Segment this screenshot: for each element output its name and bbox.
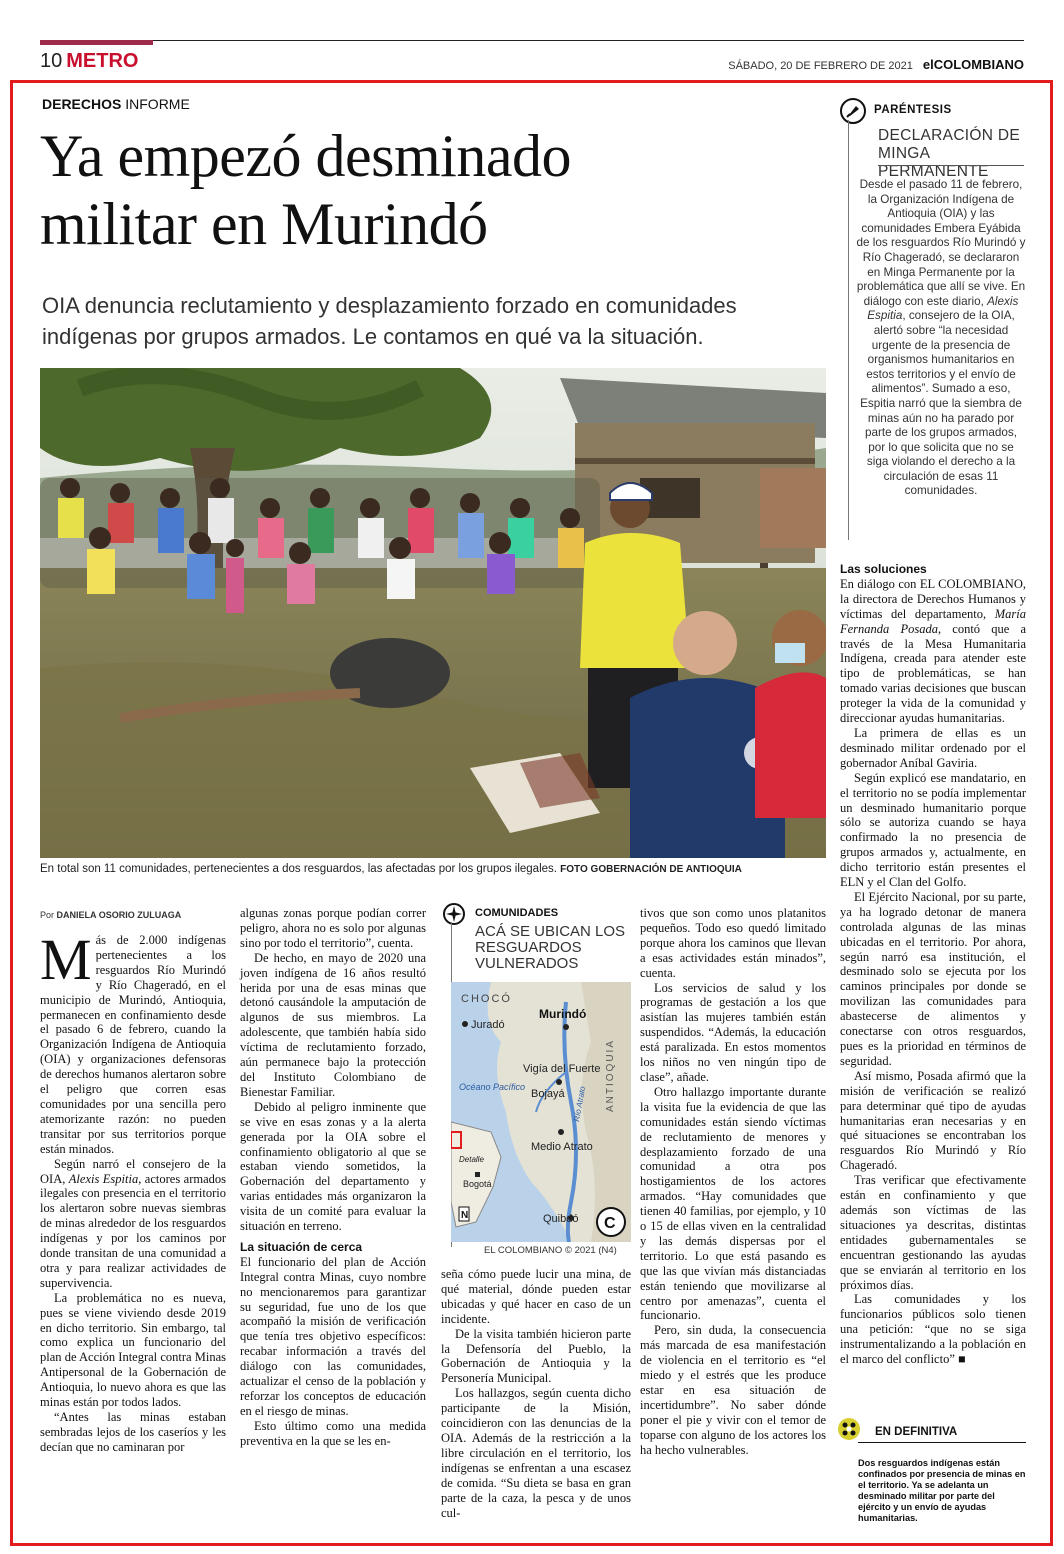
column-2 bbox=[240, 906, 426, 1449]
map-quibdo: Quibdó bbox=[543, 1213, 579, 1225]
header-rule bbox=[40, 40, 1024, 41]
col5-p7-text: Las comunidades y los funcionarios públicos solo tienen una petición: “que no se siga instrumentalizando a la población en el marco del conflicto” bbox=[840, 1292, 1026, 1367]
col2-p4: El funcionario del plan de Acción Integral contra Minas, cuyo nombre no mencionaremos para garantizar su seguridad, fue uno de los que acompañó la misión de verificación que tenía tres objetivo específicos: recabar información a través del diálogo con las comunidades, actualizar el censo de la población y reforzar los conceptos de educación en el riesgo de minas. bbox=[240, 1254, 426, 1418]
photo-credit: FOTO GOBERNACIÓN DE ANTIOQUIA bbox=[560, 864, 742, 875]
map-label: COMUNIDADES bbox=[475, 907, 559, 919]
drop-cap: M bbox=[40, 927, 92, 992]
col3-p2: De la visita también hicieron parte la Defensoría del Pueblo, la Gobernación de Antioquia y la Personería Municipal. bbox=[441, 1326, 631, 1386]
kicker bbox=[42, 96, 190, 112]
map-bojaya: Bojayá bbox=[531, 1088, 565, 1100]
parentesis-text-italic: Alexis Espitia bbox=[867, 294, 1019, 323]
kicker-type: INFORME bbox=[125, 96, 190, 112]
col5-p6: Tras verificar que efectivamente están en confinamiento y que además son víctimas de las situaciones ya descritas, distintas entidades gubernamentales se encuentran gestionando las ayudas que se enviarán al territorio en los próximos días. bbox=[840, 1173, 1026, 1292]
section-tab bbox=[40, 40, 153, 45]
col5-p1-italic: María Fernanda Posada bbox=[840, 606, 1026, 636]
map-drawing bbox=[451, 982, 631, 1242]
map-rio-atrato: Río Atrato bbox=[572, 1085, 588, 1123]
definitiva-label: EN DEFINITIVA bbox=[875, 1426, 958, 1438]
parentesis-title-rule bbox=[878, 165, 1024, 166]
col5-p7 bbox=[840, 1292, 1026, 1367]
photo-caption bbox=[40, 863, 830, 875]
col2-p2: De hecho, en mayo de 2020 una joven indígena de 16 años resultó herida por una de esas minas que detonó causándole la amputación de algunos de sus miembros. La adolescente, que también había sido víctima de reclutamiento forzado, aún permanece bajo la protección del Instituto Colombiano de Bienestar Familiar. bbox=[240, 950, 426, 1099]
page-number: 10 bbox=[40, 50, 63, 72]
column-3 bbox=[441, 1267, 631, 1520]
map-oceano: Océano Pacífico bbox=[459, 1082, 526, 1092]
byline-name: DANIELA OSORIO ZULUAGA bbox=[56, 910, 182, 920]
col5-p1 bbox=[840, 577, 1026, 726]
col4-p2: Los servicios de salud y los programas de gestación a los que asistían las mujeres también están suspendidos. “Además, la educación está paralizada. En estos momentos los niños no ven ningún tipo de clase”, añade. bbox=[640, 980, 826, 1084]
page-section bbox=[40, 50, 138, 72]
location-map bbox=[451, 982, 631, 1242]
headline-line-2: militar en Murindó bbox=[40, 191, 488, 257]
header-right bbox=[728, 57, 1024, 72]
column-4 bbox=[640, 906, 826, 1458]
newspaper-brand: elCOLOMBIANO bbox=[922, 57, 1024, 72]
map-jurado: Juradó bbox=[471, 1019, 505, 1031]
col2-p3: Debido al peligro inminente que se vive en esas zonas y a la alerta generada por la OIA sobre el confinamiento obligatorio al que se estaban viendo sometidos, la Gobernación del departamento y varias entidades más organizaron la visita de un comité para evaluar la situación en terreno. bbox=[240, 1099, 426, 1234]
col1-p4: “Antes las minas estaban sembradas lejos de los caseríos y les decían que no caminaran por bbox=[40, 1410, 226, 1454]
col1-p2-b: , actores armados ilegales con presencia en el territorio los alertaron sobre nuevas siembras de minas alrededor de los resguardos indígenas y por los caminos por donde transitan de una comunidad a otra y para realizar actividades de supervivencia. bbox=[40, 1171, 226, 1290]
byline bbox=[40, 910, 181, 920]
col2-p5: Esto último como una medida preventiva en la que se les en- bbox=[240, 1418, 426, 1448]
col2-subhead: La situación de cerca bbox=[240, 1239, 363, 1254]
col5-p5: Así mismo, Posada afirmó que la misión de verificación se realizó para determinar qué tipo de ayudas humanitarias eran necesarias y en qué situaciones se encontraban los resguardos Río Murindó y Río Chageradó. bbox=[840, 1068, 1026, 1173]
parentesis-label: PARÉNTESIS bbox=[874, 104, 952, 116]
col3-p1: seña cómo puede lucir una mina, de qué material, dónde pueden estar ubicadas y qué hacer en caso de un incidente. bbox=[441, 1267, 631, 1326]
map-choco: CHOCÓ bbox=[461, 993, 512, 1005]
col1-p2 bbox=[40, 1157, 226, 1291]
edition-date: SÁBADO, 20 DE FEBRERO DE 2021 bbox=[728, 60, 913, 72]
map-credit: EL COLOMBIANO © 2021 (N4) bbox=[484, 1245, 617, 1256]
parentesis-text bbox=[856, 178, 1026, 499]
col5-p4: El Ejército Nacional, por su parte, ya ha logrado detonar de manera controlada algunas de las minas ubicadas en el territorio. Por ahora, según narró esa institución, el desminado solo se ejecuta por los caminos principales por donde se movilizan las comunidades para abastecerse de alimentos y conectarse con otros resguardos, pues es la prioridad en términos de seguridad. bbox=[840, 889, 1026, 1068]
col5-subhead: Las soluciones bbox=[840, 562, 927, 576]
deck: OIA denuncia reclutamiento y desplazamiento forzado en comunidades indígenas por grupos armados. Le contamos en qué va la situación. bbox=[42, 293, 737, 349]
definitiva-rule bbox=[858, 1442, 1026, 1443]
map-bogota: Bogotá bbox=[463, 1179, 492, 1189]
headline bbox=[40, 122, 830, 258]
col1-p2-italic: Alexis Espitia bbox=[68, 1171, 139, 1186]
col2-p1: algunas zonas porque podían correr peligro, ahora no es solo por algunas sino por todo el territorio”, cuenta. bbox=[240, 906, 426, 950]
end-mark-icon: ■ bbox=[958, 1352, 966, 1367]
kicker-topic: DERECHOS bbox=[42, 96, 122, 112]
col5-p1-a: En diálogo con EL COLOMBIANO, la directora de Derechos Humanos y víctimas del departamento, bbox=[840, 576, 1026, 621]
map-antioquia: ANTIOQUIA bbox=[605, 1038, 616, 1112]
photo-illustration bbox=[40, 368, 826, 858]
col5-p2: La primera de ellas es un desminado militar ordenado por el gobernador Aníbal Gaviria. bbox=[840, 725, 1026, 770]
column-5 bbox=[840, 562, 1026, 1367]
col4-p3: Otro hallazgo importante durante la visita fue la evidencia de que las comunidades están siendo víctimas de reclutamiento de menores y desplazamiento forzado de una comunidad a otra pos hostigamientos de los actores armados. “Hay comunidades que tienen 40 familias, por ejemplo, y 10 o 15 de ellas viven en la centralidad y las demás dispersas por el territorio. Lo que está pasando es que las que vivían más distanciadas están teniendo que movilizarse al centro por amenazas”, cuenta el funcionario. bbox=[640, 1084, 826, 1323]
map-murindo: Murindó bbox=[539, 1007, 587, 1021]
map-vigia: Vigía del Fuerte bbox=[523, 1063, 601, 1075]
caption-text: En total son 11 comunidades, pertenecientes a dos resguardos, las afectadas por los grupos ilegales. bbox=[40, 863, 557, 875]
headline-line-1: Ya empezó desminado bbox=[40, 123, 571, 189]
map-medio-atrato: Medio Atrato bbox=[531, 1141, 593, 1153]
parentesis-text-a: Desde el pasado 11 de febrero, la Organización Indígena de Antioquia (OIA) y las comunidades Embera Eyábida de los resguardos Río Murindó y Río Chageradó, se declararon en Minga Permanente por la problemática que allí se vive. En diálogo con este diario, bbox=[856, 178, 1026, 308]
main-photo bbox=[40, 368, 826, 858]
dots-icon bbox=[838, 1418, 860, 1440]
col1-p2-a: Según narró el consejero de la OIA, bbox=[40, 1156, 226, 1186]
col3-p3: Los hallazgos, según cuenta dicho participante de la Misión, coincidieron con las denuncias de la OIA. Además de la restricción a la libre circulación en el territorio, los indígenas se enfrentan a una escasez de comida. “Su dieta se basa en gran parte de la caza, la pesca y de unos cul- bbox=[441, 1386, 631, 1520]
parentesis-title: DECLARACIÓN DE MINGA PERMANENTE bbox=[878, 127, 1021, 180]
map-title: ACÁ SE UBICAN LOS RESGUARDOS VULNERADOS bbox=[475, 923, 626, 972]
svg-text:N: N bbox=[461, 1210, 469, 1221]
col5-p1-b: , contó que a través de la Mesa Humanitaria Indígena, creada para atender este tipo de problemáticas, se han tomado varias decisiones que buscan proteger la vida de la comunidad y direccionar ayudas humanitarias. bbox=[840, 621, 1026, 726]
col4-p4: Pero, sin duda, la consecuencia más marcada de esa manifestación de violencia en el territorio es “el miedo y el estrés que les produce estar en esa situación de incertidumbre”. No saber dónde poner el pie y vivir con el temor de toparse con alguno de los actores los ha hecho vulnerables. bbox=[640, 1323, 826, 1457]
map-detalle: Detalle bbox=[459, 1155, 484, 1164]
compass-icon bbox=[443, 903, 465, 925]
col1-p1-text: ás de 2.000 indígenas pertenecientes a los resguardos Río Murindó y Río Chageradó, en el municipio de Murindó, Antioquia, permanecen en confinamiento desde el pasado 6 de febrero, cuando la Organización Indígena de Antioquia (OIA) y organizaciones defensoras de derechos humanos alertaron sobre el peligro que corren esas comunidades por una sencilla pero atemorizante razón: no pueden transitar por sus territorios porque están minados. bbox=[40, 933, 226, 1156]
col1-p1 bbox=[40, 927, 226, 1157]
col1-p3: La problemática no es nueva, pues se viene viviendo desde 2019 en dicho territorio. Sin embargo, tal como explica un funcionario del plan de Acción Integral contra Minas Antipersonal de la Gobernación de Antioquia, lo nuevo ahora es que las minas están por todos lados. bbox=[40, 1290, 226, 1410]
col4-p1: tivos que son como unos platanitos pequeños. Todo eso quedó limitado porque ahora los caminos que llevan a esas actividades están minados”, cuenta. bbox=[640, 906, 826, 980]
column-1 bbox=[40, 927, 226, 1455]
parentesis-text-b: , consejero de la OIA, alertó sobre “la necesidad urgente de la presencia de organismos humanitarios en estos territorios y el envío de alimentos”. Sumado a eso, Espitia narró que la siembra de minas aún no ha parado por parte de los grupos armados, por lo que solicita que no se siga violando el derecho a la circulación de esas 11 comunidades. bbox=[860, 309, 1022, 498]
byline-prefix: Por bbox=[40, 910, 55, 920]
svg-text:C: C bbox=[604, 1215, 616, 1232]
col5-p3: Según explicó ese mandatario, en el territorio no se podía implementar un desminado humanitario porque sólo se autoriza cuando se haya confirmado la no presencia de grupos armados y, actualmente, en dicho territorio están presentes el ELN y el Clan del Golfo. bbox=[840, 770, 1026, 890]
definitiva-text: Dos resguardos indígenas están confinados por presencia de minas en el territorio. Ya se adelanta un desminado militar por parte del ejército y un envío de ayudas humanitarias. bbox=[858, 1458, 1026, 1523]
section-name: METRO bbox=[66, 50, 139, 72]
